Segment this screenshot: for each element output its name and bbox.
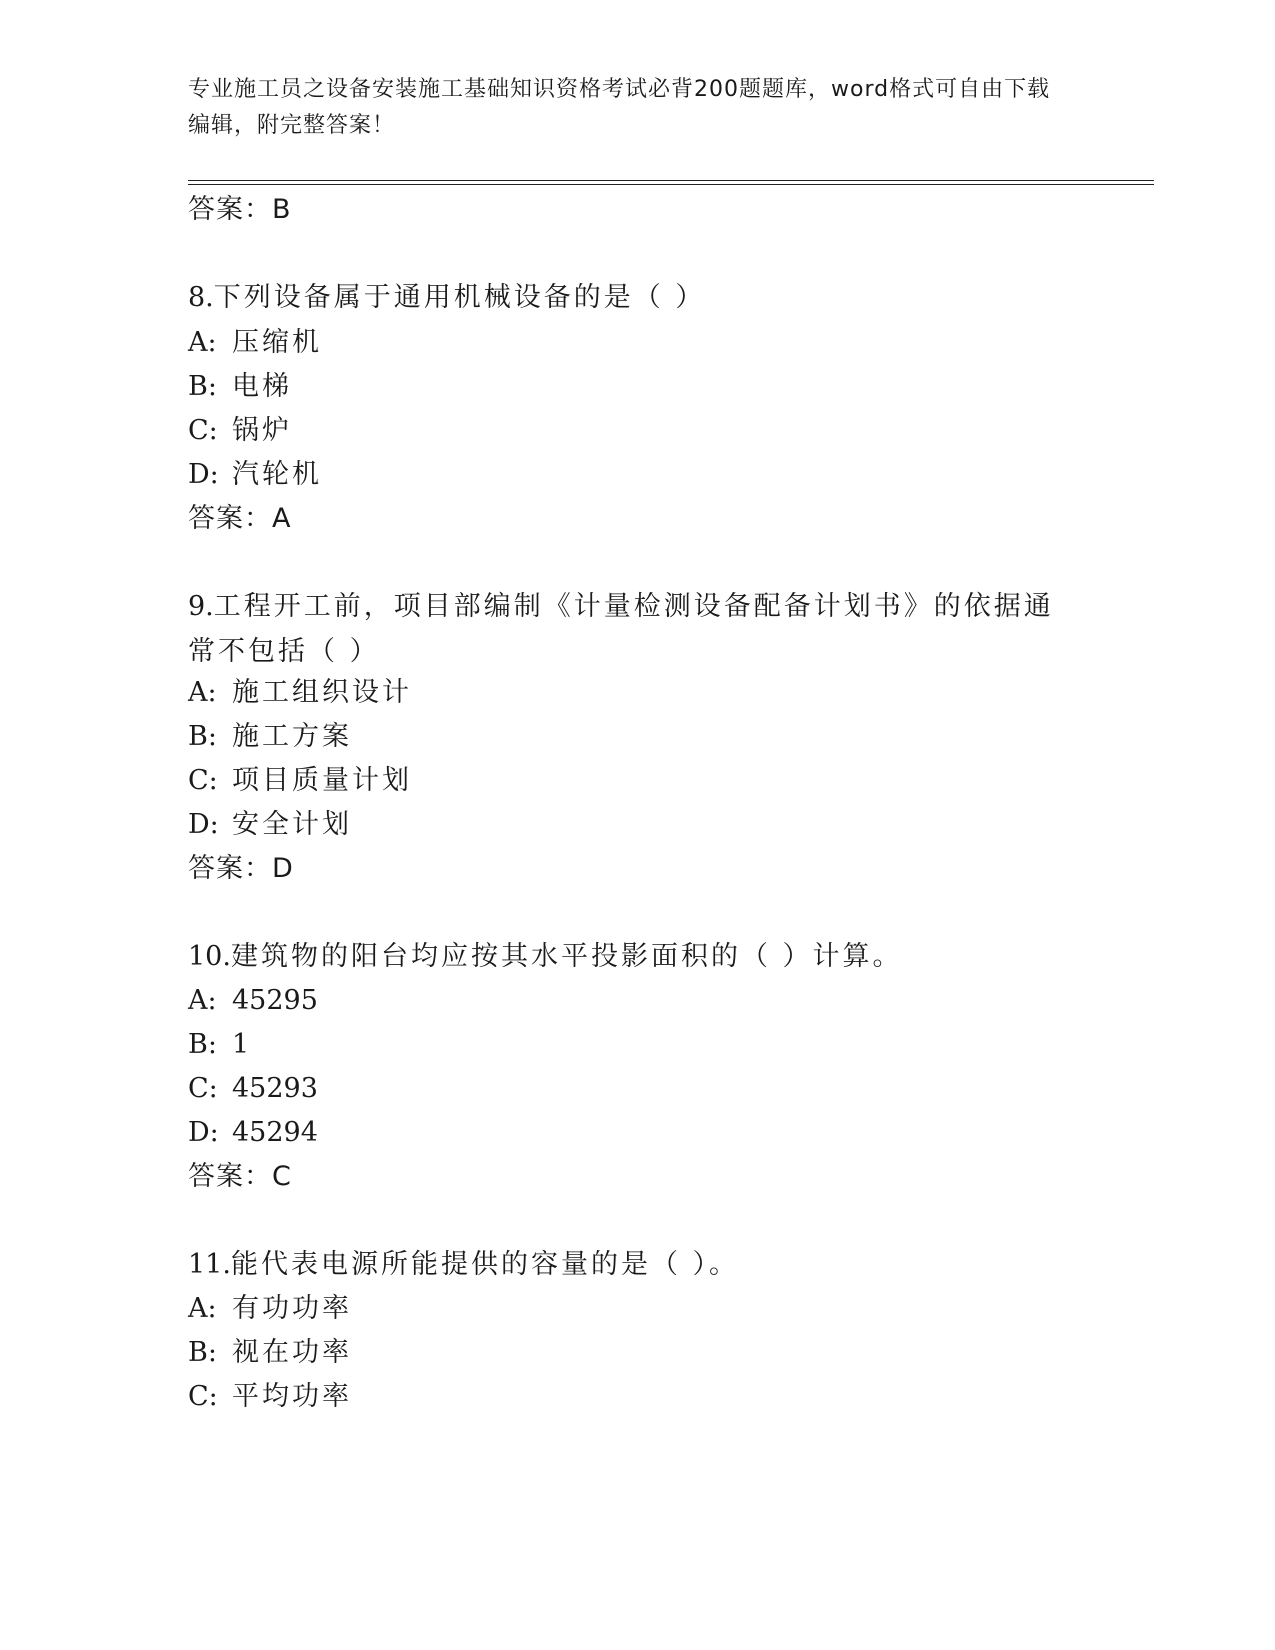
question-text: 下列设备属于通用机械设备的是（ ） — [213, 282, 706, 313]
answer-line — [188, 851, 294, 887]
question-number: 9. — [188, 591, 214, 622]
question-stem — [188, 1247, 739, 1283]
answer-prefix: 答案： — [188, 853, 272, 884]
option-label: D: — [188, 809, 219, 840]
option-label: A: — [188, 677, 217, 708]
option-a — [188, 983, 318, 1019]
option-a — [188, 675, 412, 711]
option-label: A: — [188, 985, 217, 1016]
option-label: C: — [188, 415, 218, 446]
question-text: 能代表电源所能提供的容量的是（ ）。 — [230, 1249, 740, 1280]
option-c — [188, 1071, 318, 1107]
option-b — [188, 719, 352, 755]
option-text: 有功功率 — [232, 1293, 352, 1324]
option-text: 45295 — [232, 985, 318, 1016]
option-a — [188, 325, 322, 361]
option-a — [188, 1291, 352, 1327]
header-rule-top — [188, 180, 1154, 181]
option-text: 45294 — [232, 1117, 318, 1148]
option-text: 视在功率 — [232, 1337, 352, 1368]
option-label: C: — [188, 1381, 218, 1412]
option-text: 汽轮机 — [232, 459, 322, 490]
answer-line — [188, 501, 291, 537]
answer-prefix: 答案： — [188, 1161, 272, 1192]
answer-value: C — [272, 1161, 292, 1192]
question-stem — [188, 939, 903, 975]
answer-prefix: 答案： — [188, 503, 272, 534]
option-label: D: — [188, 459, 219, 490]
option-d — [188, 457, 322, 493]
question-number: 8. — [188, 282, 214, 313]
option-c — [188, 1379, 352, 1415]
option-label: C: — [188, 1073, 218, 1104]
option-text: 平均功率 — [232, 1381, 352, 1412]
answer-value: D — [272, 853, 294, 884]
option-b — [188, 369, 292, 405]
option-text: 施工组织设计 — [232, 677, 412, 708]
question-text: 工程开工前，项目部编制《计量检测设备配备计划书》的依据通常不包括（ ） — [188, 591, 1054, 667]
option-text: 项目质量计划 — [232, 765, 412, 796]
question-number: 10. — [188, 941, 231, 972]
option-text: 电梯 — [232, 371, 292, 402]
answer-value: B — [272, 194, 292, 225]
option-label: B: — [188, 721, 217, 752]
option-label: B: — [188, 1337, 217, 1368]
question-stem — [188, 584, 1068, 674]
option-text: 压缩机 — [232, 327, 322, 358]
option-c — [188, 413, 292, 449]
header-rule-bottom — [188, 184, 1154, 185]
option-text: 安全计划 — [232, 809, 352, 840]
option-c — [188, 763, 412, 799]
option-label: C: — [188, 765, 218, 796]
option-label: A: — [188, 1293, 217, 1324]
option-label: A: — [188, 327, 217, 358]
question-number: 11. — [188, 1249, 231, 1280]
question-stem — [188, 280, 705, 316]
option-label: D: — [188, 1117, 219, 1148]
answer-prefix: 答案： — [188, 194, 272, 225]
option-b — [188, 1027, 249, 1063]
answer-line — [188, 1159, 292, 1195]
answer-line — [188, 192, 292, 228]
option-label: B: — [188, 371, 217, 402]
option-label: B: — [188, 1029, 217, 1060]
question-text: 建筑物的阳台均应按其水平投影面积的（ ）计算。 — [230, 941, 903, 972]
option-text: 施工方案 — [232, 721, 352, 752]
option-text: 锅炉 — [232, 415, 292, 446]
option-d — [188, 807, 352, 843]
option-d — [188, 1115, 318, 1151]
answer-value: A — [272, 503, 292, 534]
document-header: 专业施工员之设备安装施工基础知识资格考试必背200题题库，word格式可自由下载编辑，附完整答案！ — [188, 77, 1051, 138]
option-b — [188, 1335, 352, 1371]
option-text: 1 — [232, 1029, 250, 1060]
option-text: 45293 — [232, 1073, 318, 1104]
